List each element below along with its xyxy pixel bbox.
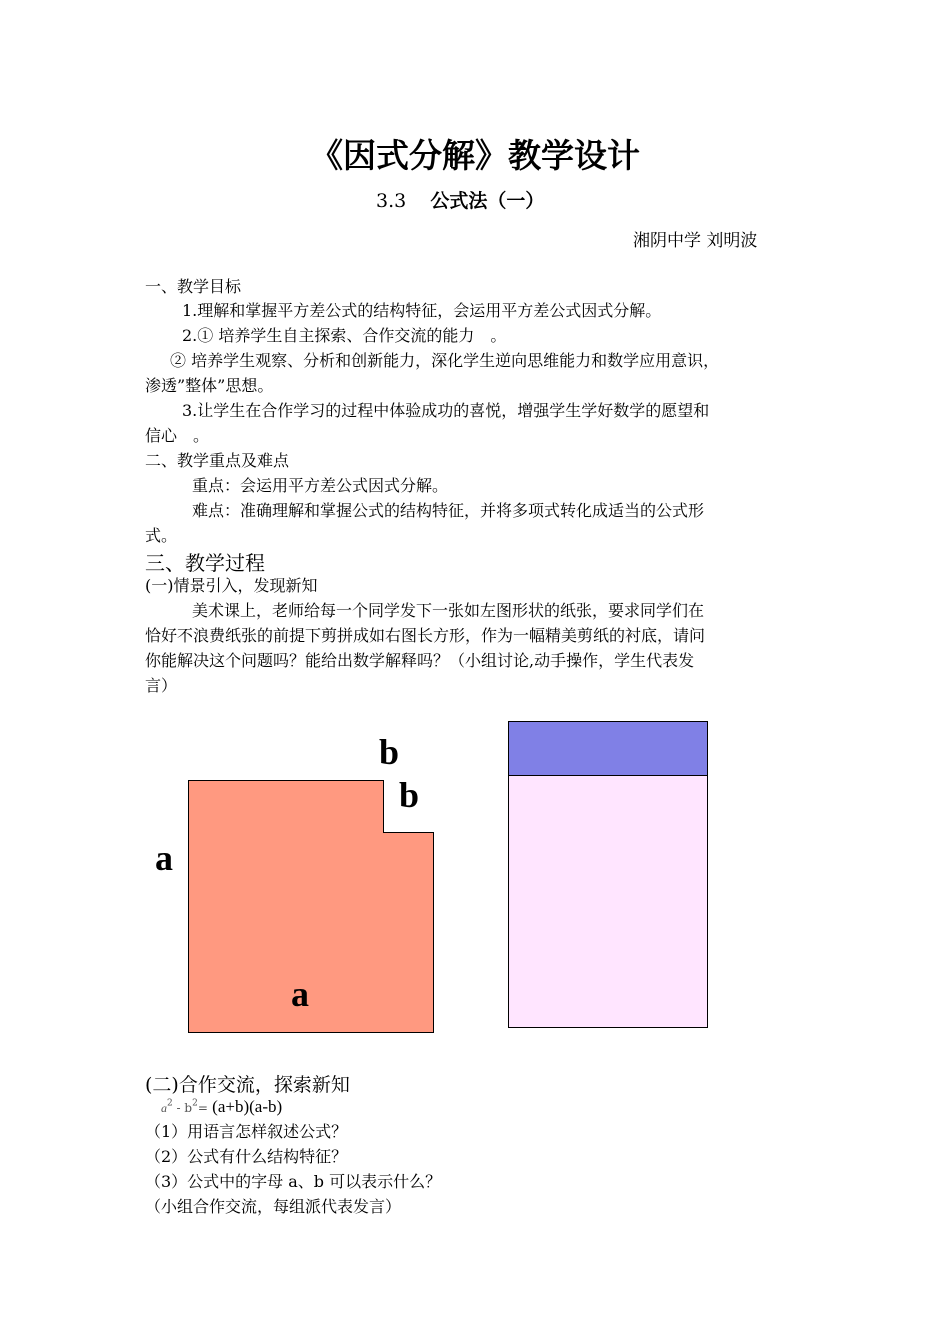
formula-minus-b: - b bbox=[172, 1101, 193, 1115]
goal-item-2b: ② 培养学生观察、分析和创新能力，深化学生逆向思维能力和数学应用意识， bbox=[170, 351, 720, 370]
formula-rhs: (a+b)(a-b) bbox=[207, 1097, 283, 1116]
formula-sup-1: 2 bbox=[167, 1098, 173, 1109]
section-heading-keypoints: 二、教学重点及难点 bbox=[145, 451, 290, 470]
subsection-heading-1: (一)情景引入，发现新知 bbox=[145, 576, 318, 595]
label-b-inner: b bbox=[399, 775, 420, 815]
goal-item-2c: 渗透”整体”思想。 bbox=[145, 376, 274, 395]
goal-item-2a: 2.① 培养学生自主探索、合作交流的能力 。 bbox=[182, 326, 507, 345]
question-3: （3）公式中的字母 a、b 可以表示什么？ bbox=[145, 1172, 442, 1191]
author: 湘阴中学 刘明波 bbox=[633, 231, 758, 251]
group-note: （小组合作交流，每组派代表发言） bbox=[145, 1197, 402, 1216]
key-point: 重点：会运用平方差公式因式分解。 bbox=[192, 476, 449, 495]
scenario-para-d: 言） bbox=[145, 676, 178, 695]
scenario-para-a: 美术课上，老师给每一个同学发下一张如左图形状的纸张，要求同学们在 bbox=[192, 601, 705, 620]
subtitle-text: 公式法（一） bbox=[430, 190, 545, 212]
rectangle-top-strip bbox=[508, 721, 708, 777]
question-2: （2）公式有什么结构特征？ bbox=[145, 1147, 348, 1166]
goal-item-3a: 3.让学生在合作学习的过程中体验成功的喜悦，增强学生学好数学的愿望和 bbox=[182, 401, 710, 420]
section-heading-goals: 一、教学目标 bbox=[145, 277, 242, 296]
subsection-heading-2: (二)合作交流，探索新知 bbox=[145, 1074, 350, 1096]
difficulty-point-b: 式。 bbox=[145, 526, 178, 545]
section-heading-process: 三、教学过程 bbox=[145, 551, 265, 575]
label-a-left: a bbox=[155, 838, 173, 878]
difficulty-point-a: 难点：准确理解和掌握公式的结构特征，并将多项式转化成适当的公式形 bbox=[192, 501, 705, 520]
goal-item-3b: 信心 。 bbox=[145, 426, 210, 445]
goal-item-1: 1.理解和掌握平方差公式的结构特征，会运用平方差公式因式分解。 bbox=[182, 301, 662, 320]
scenario-para-b: 恰好不浪费纸张的前提下剪拼成如右图长方形，作为一幅精美剪纸的衬底，请问 bbox=[145, 626, 706, 645]
subtitle bbox=[376, 186, 544, 213]
label-a-bottom: a bbox=[291, 974, 309, 1014]
subtitle-number: 3.3 bbox=[376, 190, 407, 212]
page-title: 《因式分解》教学设计 bbox=[310, 136, 640, 175]
question-1: （1）用语言怎样叙述公式？ bbox=[145, 1122, 348, 1141]
formula-a: a bbox=[161, 1101, 167, 1115]
rectangle-main-body bbox=[508, 775, 708, 1028]
scenario-para-c: 你能解决这个问题吗？能给出数学解释吗？（小组讨论,动手操作，学生代表发 bbox=[145, 651, 695, 670]
formula-equals: = bbox=[197, 1101, 208, 1115]
label-b-top: b bbox=[379, 732, 400, 772]
formula-sup-2: 2 bbox=[192, 1098, 198, 1109]
formula bbox=[161, 1097, 282, 1117]
